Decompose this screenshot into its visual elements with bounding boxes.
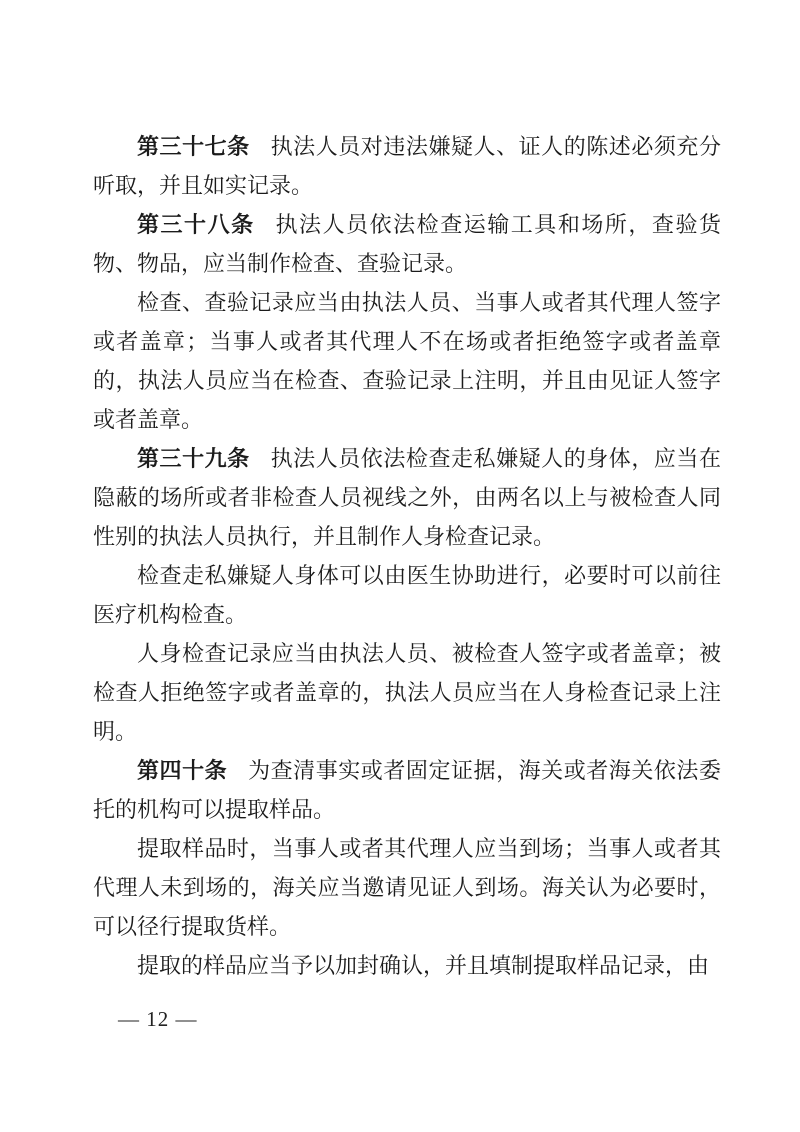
paragraph [93, 829, 721, 946]
paragraph-article-40 [93, 751, 721, 829]
article-number: 第三十七条 [137, 134, 250, 159]
paragraph-text: 执法人员依法检查走私嫌疑人的身体，应当在隐蔽的场所或者非检查人员视线之外，由两名以上与被检查人同性别的执法人员执行，并且制作人身检查记录。 [93, 446, 721, 549]
paragraph-text: 执法人员对违法嫌疑人、证人的陈述必须充分听取，并且如实记录。 [93, 134, 721, 198]
paragraph-text: 检查走私嫌疑人身体可以由医生协助进行，必要时可以前往医疗机构检查。 [93, 563, 721, 627]
paragraph [93, 946, 721, 985]
paragraph-text: 检查、查验记录应当由执法人员、当事人或者其代理人签字或者盖章；当事人或者其代理人不在场或者拒绝签字或者盖章的，执法人员应当在检查、查验记录上注明，并且由见证人签字或者盖章。 [93, 290, 721, 432]
paragraph-article-37 [93, 127, 721, 205]
paragraph-text: 为查清事实或者固定证据，海关或者海关依法委托的机构可以提取样品。 [93, 758, 721, 822]
article-number: 第四十条 [137, 758, 228, 783]
article-number: 第三十九条 [137, 446, 250, 471]
paragraph-article-39 [93, 439, 721, 556]
paragraph-text: 执法人员依法检查运输工具和场所，查验货物、物品，应当制作检查、查验记录。 [93, 212, 721, 276]
paragraph-text: 提取的样品应当予以加封确认，并且填制提取样品记录，由 [137, 953, 710, 978]
paragraph-article-38 [93, 205, 721, 283]
paragraph [93, 556, 721, 634]
paragraph-text: 提取样品时，当事人或者其代理人应当到场；当事人或者其代理人未到场的，海关应当邀请见证人到场。海关认为必要时，可以径行提取货样。 [93, 836, 721, 939]
page-number: — 12 — [118, 1007, 198, 1031]
document-body [93, 127, 721, 985]
paragraph [93, 283, 721, 439]
article-number: 第三十八条 [137, 212, 255, 237]
paragraph-text: 人身检查记录应当由执法人员、被检查人签字或者盖章；被检查人拒绝签字或者盖章的，执法人员应当在人身检查记录上注明。 [93, 641, 721, 744]
paragraph [93, 634, 721, 751]
